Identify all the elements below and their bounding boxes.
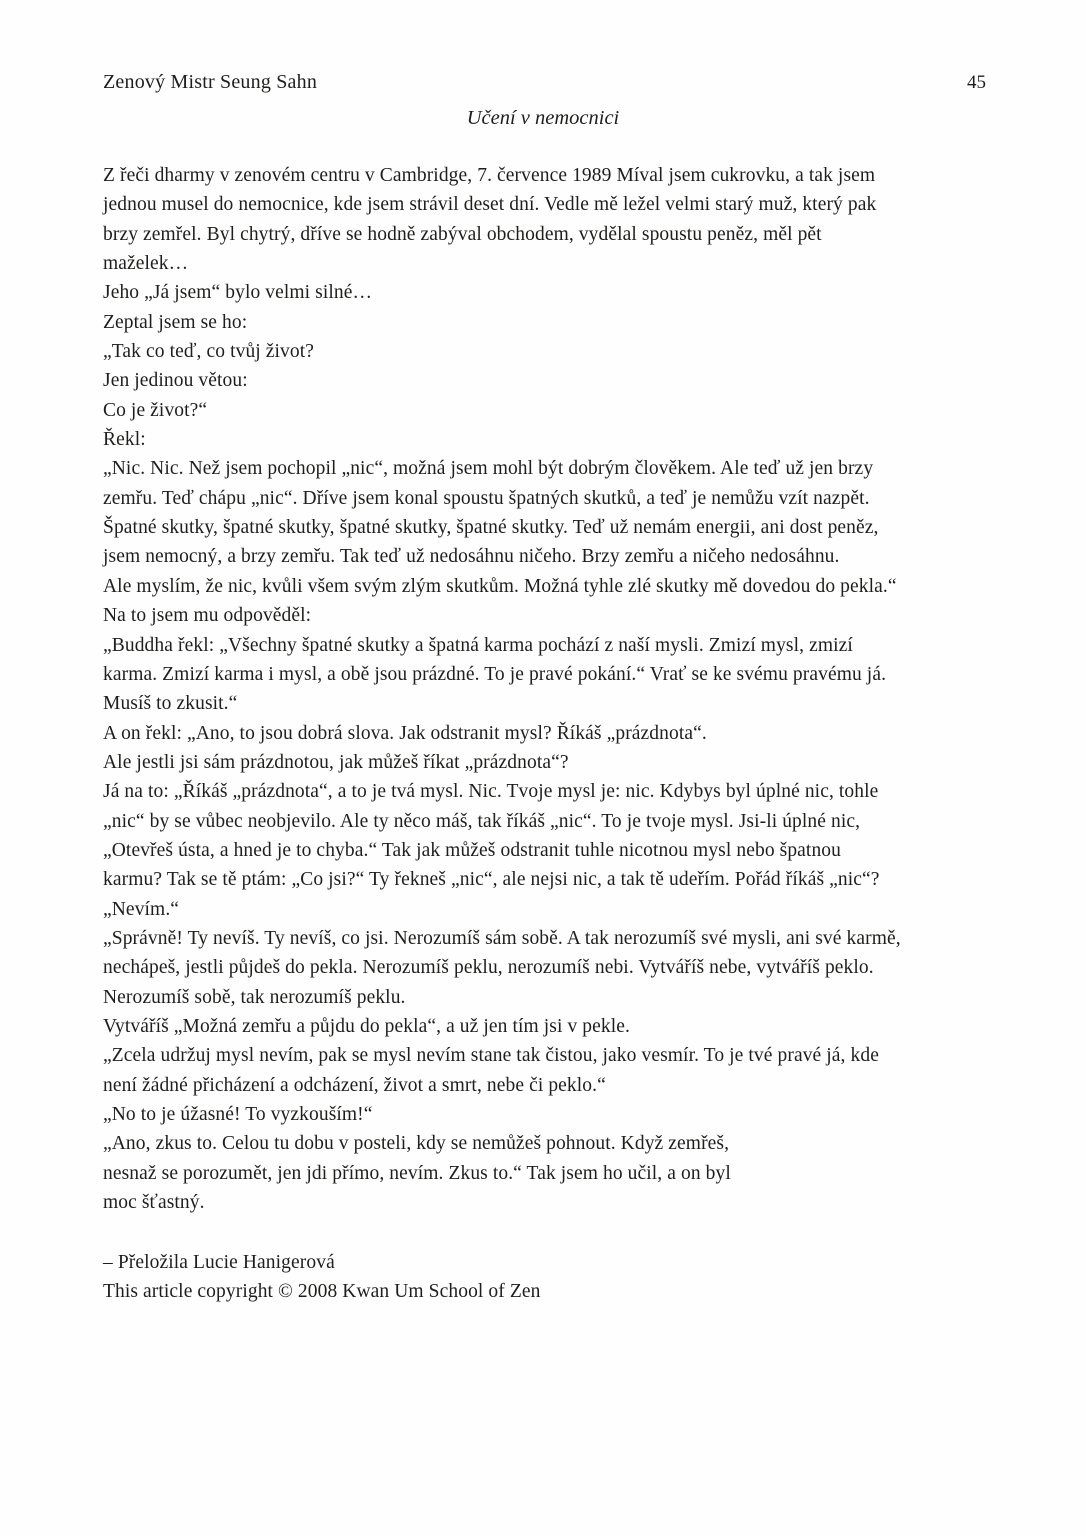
- text-line: „No to je úžasné! To vyzkouším!“: [103, 1104, 373, 1125]
- text-line: „Správně! Ty nevíš. Ty nevíš, co jsi. Nerozumíš sám sobě. A tak nerozumíš své mysli, ani své karmě,: [103, 927, 901, 949]
- text-line: Co je život?“: [103, 399, 208, 421]
- text-line: „Nevím.“: [103, 898, 180, 920]
- text-line: nesnaž se porozumět, jen jdi přímo, nevím. Zkus to.“ Tak jsem ho učil, a on byl: [103, 1162, 731, 1184]
- text-line: Já na to: „Říkáš „prázdnota“, a to je tvá mysl. Nic. Tvoje mysl je: nic. Kdybys byl úplné nic, tohle: [103, 781, 879, 803]
- text-line: Jen jedinou větou:: [103, 370, 248, 392]
- running-header: [103, 70, 986, 95]
- text-line: karma. Zmizí karma i mysl, a obě jsou prázdné. To je pravé pokání.“ Vrať se ke svému pravému já.: [103, 663, 887, 685]
- text-line: A on řekl: „Ano, to jsou dobrá slova. Jak odstranit mysl? Říkáš „prázdnota“.: [103, 722, 707, 744]
- text-line: nechápeš, jestli půjdeš do pekla. Nerozumíš peklu, nerozumíš nebi. Vytváříš nebe, vytváříš peklo.: [103, 957, 874, 979]
- text-line: Z řeči dharmy v zenovém centru v Cambridge, 7. července 1989 Míval jsem cukrovku, a tak jsem: [103, 165, 876, 186]
- text-line: Musíš to zkusit.“: [103, 693, 238, 715]
- text-line: Řekl:: [103, 429, 146, 451]
- page-number: 45: [967, 72, 986, 93]
- text-line: Jeho „Já jsem“ bylo velmi silné…: [103, 282, 373, 304]
- article-footer: [103, 1248, 990, 1307]
- text-line: – Přeložila Lucie Hanigerová: [103, 1252, 335, 1273]
- text-line: This article copyright © 2008 Kwan Um School of Zen: [103, 1281, 541, 1303]
- text-line: „Nic. Nic. Než jsem pochopil „nic“, možná jsem mohl být dobrým člověkem. Ale teď už jen brzy: [103, 458, 874, 480]
- text-line: Nerozumíš sobě, tak nerozumíš peklu.: [103, 986, 406, 1008]
- text-line: Špatné skutky, špatné skutky, špatné skutky, špatné skutky. Teď už nemám energii, ani dost peněz,: [103, 517, 879, 539]
- text-line: „Tak co teď, co tvůj život?: [103, 341, 315, 363]
- text-line: „Zcela udržuj mysl nevím, pak se mysl nevím stane tak čistou, jako vesmír. To je tvé pravé já, kde: [103, 1045, 879, 1067]
- text-line: „nic“ by se vůbec neobjevilo. Ale ty něco máš, tak říkáš „nic“. To je tvoje mysl. Jsi-li úplné nic,: [103, 810, 861, 832]
- article-body: [103, 161, 990, 1217]
- text-line: Ale myslím, že nic, kvůli všem svým zlým skutkům. Možná tyhle zlé skutky mě dovedou do pekla.“: [103, 575, 897, 597]
- text-line: „Buddha řekl: „Všechny špatné skutky a špatná karma pochází z naší mysli. Zmizí mysl, zmizí: [103, 634, 853, 656]
- text-line: Ale jestli jsi sám prázdnotou, jak můžeš říkat „prázdnota“?: [103, 751, 569, 773]
- article-title: Učení v nemocnici: [466, 107, 620, 129]
- text-line: Na to jsem mu odpověděl:: [103, 605, 312, 627]
- text-line: maželek…: [103, 253, 189, 275]
- text-line: „Otevřeš ústa, a hned je to chyba.“ Tak jak můžeš odstranit tuhle nicotnou mysl nebo špatnou: [103, 839, 842, 861]
- text-line: karmu? Tak se tě ptám: „Co jsi?“ Ty řekneš „nic“, ale nejsi nic, a tak tě udeřím. Pořád říkáš „nic“?: [103, 869, 880, 891]
- text-line: jednou musel do nemocnice, kde jsem strávil deset dní. Vedle mě ležel velmi starý muž, který pak: [103, 194, 877, 216]
- text-line: zemřu. Teď chápu „nic“. Dříve jsem konal spoustu špatných skutků, a teď je nemůžu vzít nazpět.: [103, 487, 870, 509]
- text-line: „Ano, zkus to. Celou tu dobu v posteli, kdy se nemůžeš pohnout. Když zemřeš,: [103, 1133, 730, 1155]
- text-line: brzy zemřel. Byl chytrý, dříve se hodně zabýval obchodem, vydělal spoustu peněz, měl pět: [103, 223, 822, 245]
- text-line: jsem nemocný, a brzy zemřu. Tak teď už nedosáhnu ničeho. Brzy zemřu a ničeho nedosáhnu.: [103, 546, 840, 568]
- running-header-title: Zenový Mistr Seung Sahn: [103, 71, 318, 93]
- text-line: Vytváříš „Možná zemřu a půjdu do pekla“, a už jen tím jsi v pekle.: [103, 1015, 630, 1037]
- text-line: Zeptal jsem se ho:: [103, 311, 248, 333]
- text-line: není žádné přicházení a odcházení, život a smrt, nebe či peklo.“: [103, 1074, 606, 1096]
- text-line: moc šťastný.: [103, 1192, 205, 1214]
